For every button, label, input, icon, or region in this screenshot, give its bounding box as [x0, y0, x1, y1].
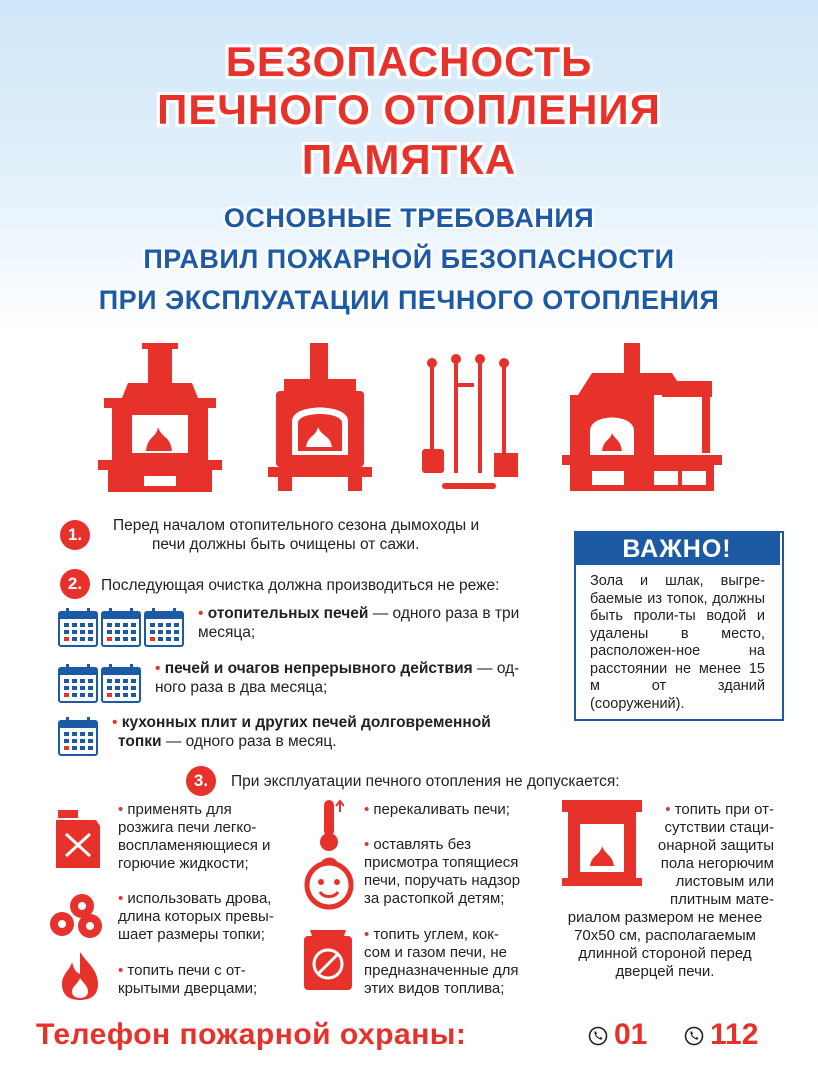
phone-112[interactable]	[684, 1018, 758, 1052]
stove-icon	[268, 343, 372, 493]
rule-3-item-1-line-3: воспламеняющиеся и	[118, 837, 271, 854]
rule-1-line-1: Перед началом отопительного сезона дымоходы и	[113, 517, 480, 534]
rule-3-item-7-line-9: длинной стороной перед	[578, 945, 752, 962]
rule-3-item-5-line-1: • оставлять без	[364, 836, 471, 853]
rule-1-number: 1.	[60, 520, 90, 550]
rule-3-item-7-line-8: 70х50 см, располагаемым	[574, 927, 756, 944]
rule-2-item-1-line-2: месяца;	[198, 624, 256, 641]
rule-3-item-7-line-2: сутствии стаци-	[664, 819, 774, 836]
rule-3-item-1-line-1: • применять для	[118, 801, 232, 818]
phone-01[interactable]	[588, 1018, 647, 1052]
rule-2-item-3-rest: — одного раза в месяц.	[161, 733, 337, 750]
fuel-canister-icon	[52, 808, 104, 870]
rule-3-item-5-line-3: печи, поручать надзор	[364, 872, 521, 889]
rule-2-item-3-line-2	[118, 732, 337, 751]
child-face-icon	[302, 856, 356, 910]
fireplace-icon	[98, 343, 222, 493]
rule-3-item-3-line-2: крытыми дверцами;	[118, 980, 258, 997]
rule-1-line-2: печи должны быть очищены от сажи.	[152, 536, 420, 553]
phone-icon	[588, 1026, 608, 1046]
rule-3-item-2	[118, 890, 274, 944]
rule-3-item-2-line-1: • использовать дрова,	[118, 890, 272, 907]
rule-3-item-5-line-4: за растопкой детям;	[364, 890, 505, 907]
rule-3-item-7-line-7: риалом размером не менее	[567, 909, 763, 926]
rule-3-item-6-line-3: предназначенные для	[364, 962, 519, 979]
phone-icon	[684, 1026, 704, 1046]
rule-2-text: Последующая очистка должна производиться не реже:	[101, 577, 500, 594]
rule-3-item-1-line-2: розжига печи легко-	[118, 819, 257, 836]
title-line-2: ПЕЧНОГО ОТОПЛЕНИЯ	[157, 86, 661, 133]
rule-3-item-6-line-1: • топить углем, кок-	[364, 926, 499, 943]
rule-2-item-3-bold: кухонных плит и других печей долговременной	[121, 714, 491, 731]
rule-2-item-1-rest: — одного раза в три	[368, 605, 520, 622]
rule-3-item-7-line-1: • топить при от-	[665, 801, 774, 818]
rule-3-item-6-line-4: этих видов топлива;	[364, 980, 505, 997]
subtitle-line-1: ОСНОВНЫЕ ТРЕБОВАНИЯ	[223, 203, 595, 233]
title-line-1: БЕЗОПАСНОСТЬ	[225, 38, 593, 85]
fire-tools-icon	[418, 353, 526, 493]
rule-3-item-3-line-1: • топить печи с от-	[118, 962, 246, 979]
rule-3-item-2-line-3: шает размеры топки;	[118, 926, 265, 943]
subtitle-line-3: ПРИ ЭКСПЛУАТАЦИИ ПЕЧНОГО ОТОПЛЕНИЯ	[98, 285, 720, 315]
important-heading: ВАЖНО!	[574, 531, 780, 565]
rule-3-item-1	[118, 801, 270, 873]
rule-3-item-3	[118, 962, 257, 998]
rule-3-number: 3.	[186, 766, 216, 796]
rule-3-item-5	[364, 836, 520, 908]
rule-3-item-4	[364, 801, 510, 819]
rule-2-item-1-line-1: • отопительных печей — одного раза в три	[198, 605, 520, 622]
rule-3-item-2-line-2: длина которых превы-	[118, 908, 274, 925]
calendar-icon-group-2	[58, 664, 142, 704]
important-text: Зола и шлак, выгре-баемые из топок, должны быть проли-ты водой и удалены в место, расположен-ное на расстоянии не менее 15 м от зданий (сооружений).	[590, 573, 765, 712]
rule-3-item-6-line-2: сом и газом печи, не	[364, 944, 508, 961]
rule-3-item-6	[364, 926, 519, 998]
calendar-icon-group-1	[58, 717, 100, 757]
coal-bag-icon	[300, 926, 356, 992]
rule-2-item-3-bold-2: топки	[118, 733, 162, 750]
rule-3-text: При эксплуатации печного отопления не допускается:	[231, 773, 620, 790]
rule-3-item-7-line-4: пола негорючим	[660, 855, 774, 872]
rule-2-item-1-bold: отопительных печей	[207, 605, 369, 622]
thermometer-icon	[316, 798, 344, 852]
rule-2-item-3-line-1: • кухонных плит и других печей долговременной	[112, 714, 491, 731]
rule-3-item-7-line-3: онарной защиты	[657, 837, 774, 854]
calendar-icon-group-3	[58, 608, 184, 648]
rule-3-item-7-line-6: плитным мате-	[669, 891, 774, 908]
phone-112-number: 112	[710, 1018, 759, 1051]
rule-2-item-2-bold: печей и очагов непрерывного действия	[164, 660, 473, 677]
rule-3-item-7-line-10: дверцей печи.	[615, 963, 715, 980]
title-line-3: ПАМЯТКА	[301, 136, 517, 183]
rule-3-item-5-line-2: присмотра топящиеся	[364, 854, 519, 871]
rule-2-item-2-line-1: • печей и очагов непрерывного действия — од-	[155, 660, 520, 677]
firewood-icon	[48, 888, 110, 940]
rule-2-number: 2.	[60, 569, 90, 599]
rule-2-item-2-line-2: ного раза в два месяца;	[155, 679, 328, 696]
flame-icon	[60, 950, 100, 1002]
fire-phone-label: Телефон пожарной охраны:	[36, 1018, 467, 1051]
subtitle-line-2: ПРАВИЛ ПОЖАРНОЙ БЕЗОПАСНОСТИ	[143, 244, 675, 274]
rule-3-item-7-line-5: листовым или	[675, 873, 774, 890]
rule-3-item-1-line-4: горючие жидкости;	[118, 855, 249, 872]
rule-2-item-2-rest: — од-	[472, 660, 520, 677]
rule-3-item-4-line-1: • перекаливать печи;	[364, 801, 510, 818]
rule-3-item-7-cont	[562, 909, 768, 981]
rule-3-item-7	[564, 801, 774, 909]
phone-01-number: 01	[614, 1018, 648, 1051]
outdoor-oven-icon	[562, 343, 722, 493]
